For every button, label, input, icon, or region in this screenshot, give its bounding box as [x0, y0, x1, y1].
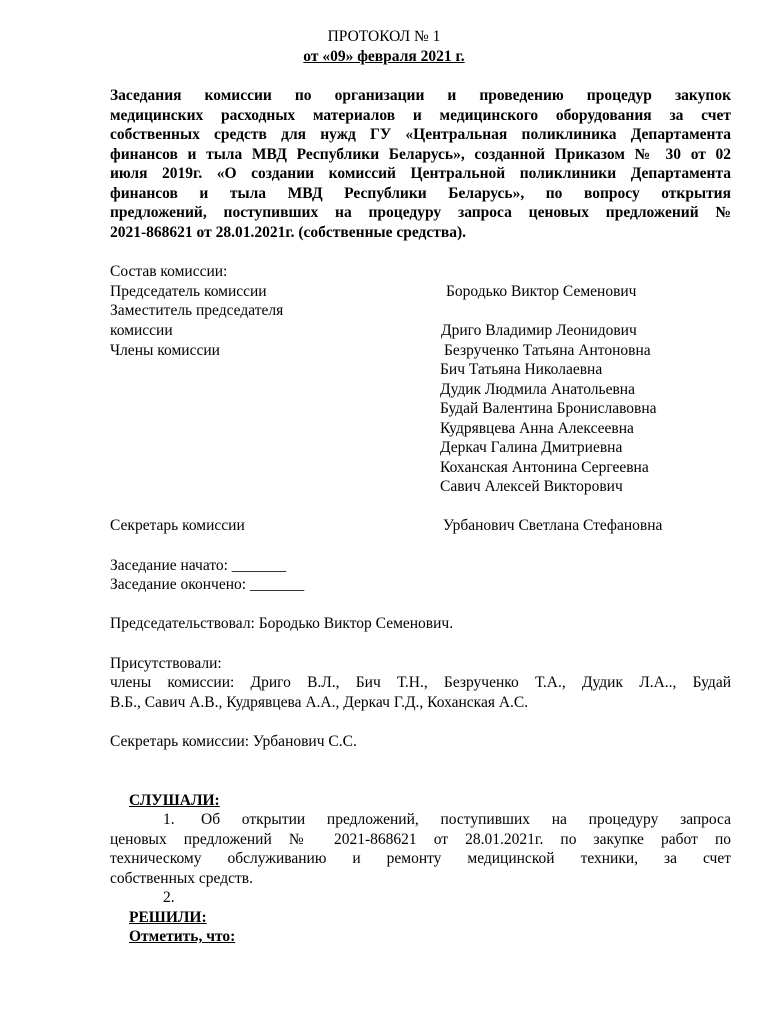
present-heading: Присутствовали: [110, 655, 222, 672]
intro-line: собственных средств для нужд ГУ «Центральная поликлиника Департамента [110, 126, 731, 143]
session-started: Заседание начато: _______ [110, 557, 287, 574]
deputy-name: Дриго Владимир Леонидович [441, 322, 637, 339]
secretary-label: Секретарь комиссии [110, 517, 245, 534]
member-name: Коханская Антонина Сергеевна [440, 459, 649, 476]
deputy-label-cont: комиссии [110, 322, 173, 339]
member-name: Кудрявцева Анна Алексеевна [440, 420, 634, 437]
chair-label: Председатель комиссии [110, 283, 267, 300]
chaired-by: Председательствовал: Бородько Виктор Семенович. [110, 615, 454, 632]
member-name: Савич Алексей Викторович [440, 478, 623, 495]
intro-line: медицинских расходных материалов и медицинского оборудования за счет [110, 107, 731, 124]
heard-item-number: 1. [163, 811, 175, 828]
members-label: Члены комиссии [110, 342, 220, 359]
heard-heading: СЛУШАЛИ: [129, 792, 220, 809]
commission-heading: Состав комиссии: [110, 263, 228, 280]
heard-item-line: ценовых предложений № 2021-868621 от 28.01.2021г. по закупке работ по [110, 831, 731, 848]
intro-line: финансов и тыла МВД Республики Беларусь», созданной Приказом № 30 от 02 [110, 146, 731, 163]
member-name: Будай Валентина Брониславовна [440, 400, 657, 417]
secretary-name: Урбанович Светлана Стефановна [443, 517, 663, 534]
intro-line: июля 2019г. «О создании комиссий Центральной поликлиники Департамента [110, 165, 731, 182]
member-name: Деркач Галина Дмитриевна [440, 439, 623, 456]
intro-line: предложений, поступивших на процедуру запроса ценовых предложений № [110, 204, 731, 221]
member-name: Дудик Людмила Анатольевна [440, 381, 635, 398]
protocol-title: ПРОТОКОЛ № 1 [327, 28, 441, 45]
heard-item-number: 2. [163, 889, 175, 906]
session-ended: Заседание окончено: _______ [110, 576, 305, 593]
deputy-label: Заместитель председателя [110, 302, 284, 319]
decided-heading: РЕШИЛИ: [129, 909, 207, 926]
chair-name: Бородько Виктор Семенович [446, 283, 637, 300]
present-line: В.Б., Савич А.В., Кудрявцева А.А., Деркач Г.Д., Коханская А.С. [110, 694, 529, 711]
heard-item-line: собственных средств. [110, 870, 253, 887]
member-name: Бич Татьяна Николаевна [440, 361, 603, 378]
decided-note: Отметить, что: [129, 928, 236, 945]
secretary-line: Секретарь комиссии: Урбанович С.С. [110, 733, 357, 750]
protocol-date: от «09» февраля 2021 г. [303, 48, 465, 65]
intro-line: 2021-868621 от 28.01.2021г. (собственные средства). [110, 224, 467, 241]
heard-item-line: техническому обслуживанию и ремонту медицинской техники, за счет [110, 850, 731, 867]
intro-line: финансов и тыла МВД Республики Беларусь», по вопросу открытия [110, 185, 731, 202]
intro-line: Заседания комиссии по организации и проведению процедур закупок [110, 87, 731, 104]
member-name: Безрученко Татьяна Антоновна [444, 342, 651, 359]
heard-item-text: Об открытии предложений, поступивших на процедуру запроса [201, 811, 731, 828]
present-line: члены комиссии: Дриго В.Л., Бич Т.Н., Безрученко Т.А., Дудик Л.А.., Будай [110, 674, 731, 691]
